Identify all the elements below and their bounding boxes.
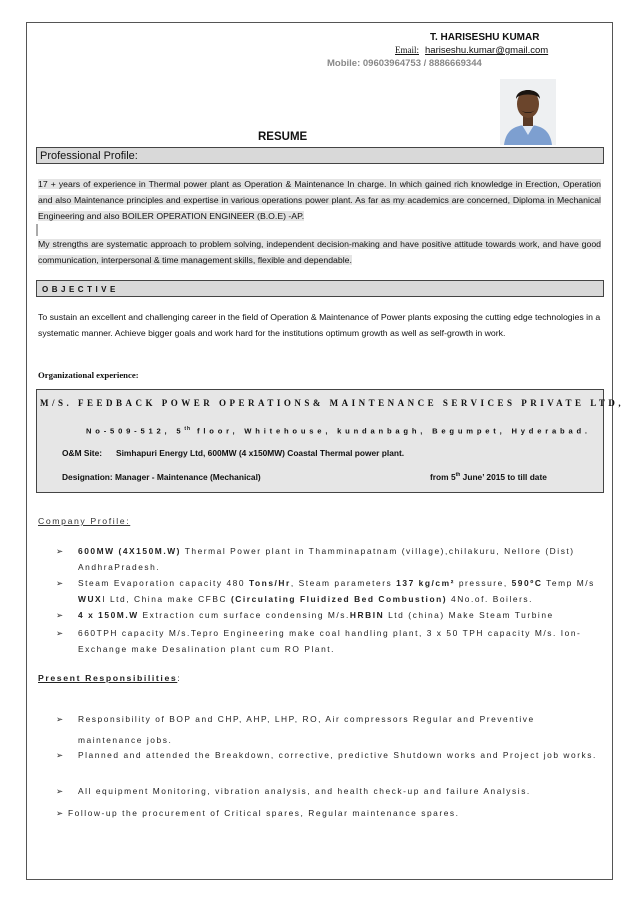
company-profile-heading: Company Profile: <box>38 516 131 526</box>
designation: Designation: Manager - Maintenance (Mechanical) <box>62 472 261 482</box>
objective-heading: OBJECTIVE <box>36 280 604 297</box>
list-item: ➢ 660TPH capacity M/s.Tepro Engineering make coal handling plant, 3 x 50 TPH capacity M/s. Ion-Exchange make Desalination plant cum RO Plant. <box>60 625 597 657</box>
list-item: ➢ Follow-up the procurement of Critical spares, Regular maintenance spares. <box>56 805 593 821</box>
present-responsibilities-heading: Present Responsibilities: <box>38 673 182 683</box>
arrow-bullet-icon: ➢ <box>56 750 65 760</box>
profile-paragraph-2: My strengths are systematic approach to problem solving, independent decision-making and have positive attitude towards work, and have good communication, interpersonal & time management skills, flexible and dependable. <box>38 239 601 265</box>
arrow-bullet-icon: ➢ <box>56 546 65 556</box>
text-cursor-mark <box>36 224 38 236</box>
list-item: ➢ 4 x 150M.W Extraction cum surface condensing M/s.HRBIN Ltd (china) Make Steam Turbine <box>60 607 597 623</box>
arrow-bullet-icon: ➢ <box>56 786 65 796</box>
list-item: ➢ Steam Evaporation capacity 480 Tons/Hr, Steam parameters 137 kg/cm² pressure, 590ºC Temp M/s WUXI Ltd, China make CFBC (Circulating Fluidized Bed Combustion) 4No.of. Boilers. <box>60 575 597 607</box>
site-line <box>62 448 404 458</box>
list-item: ➢ All equipment Monitoring, vibration analysis, and health check-up and failure Analysis. <box>60 783 597 799</box>
profile-photo <box>500 79 556 145</box>
list-item: ➢ Planned and attended the Breakdown, corrective, predictive Shutdown works and Project job works. <box>60 745 597 766</box>
candidate-name: T. HARISESHU KUMAR <box>430 32 540 43</box>
company-address: No-509-512, 5th floor, Whitehouse, kundanbagh, Begumpet, Hyderabad. <box>86 426 591 436</box>
organizational-experience-heading: Organizational experience: <box>38 370 139 380</box>
company-name: M/S. FEEDBACK POWER OPERATIONS& MAINTENANCE SERVICES PRIVATE LTD, <box>40 398 625 408</box>
email-line <box>395 45 548 56</box>
list-item: ➢ Responsibility of BOP and CHP, AHP, LHP, RO, Air compressors Regular and Preventive maintenance jobs. <box>60 709 597 751</box>
arrow-bullet-icon: ➢ <box>56 714 65 724</box>
objective-text: To sustain an excellent and challenging career in the field of Operation & Maintenance of Power plants exposing the cutting edge technologies in a systematic manner. Achieve bigger goals and work hard for the institutions optimum growth as well as self-growth in work. <box>38 312 601 338</box>
arrow-bullet-icon: ➢ <box>56 808 65 818</box>
professional-profile-heading: Professional Profile: <box>36 147 604 164</box>
list-item: ➢ 600MW (4X150M.W) Thermal Power plant in Thamminapatnam (village),chilakuru, Nellore (Dist) AndhraPradesh. <box>60 543 597 575</box>
arrow-bullet-icon: ➢ <box>56 628 65 638</box>
mobile-number: Mobile: 09603964753 / 8886669344 <box>327 58 482 69</box>
email-link[interactable]: hariseshu.kumar@gmail.com <box>425 45 549 56</box>
email-label: Email: <box>395 45 419 55</box>
site-label: O&M Site: <box>62 448 103 458</box>
arrow-bullet-icon: ➢ <box>56 610 65 620</box>
resume-title: RESUME <box>258 131 308 143</box>
site-name: Simhapuri Energy Ltd, 600MW (4 x150MW) Coastal Thermal power plant. <box>116 448 405 458</box>
profile-paragraph-1: 17 + years of experience in Thermal power plant as Operation & Maintenance In charge. In which gained rich knowledge in Erection, Operation and also Maintenance principles and expertise in various operations power plant. As far as my academics are concerned, Diploma in Mechanical Engineering and also BOILER OPERATION ENGINEER (B.O.E) -AP. <box>38 179 601 221</box>
arrow-bullet-icon: ➢ <box>56 578 65 588</box>
employment-dates: from 5th June’ 2015 to till date <box>430 472 547 482</box>
